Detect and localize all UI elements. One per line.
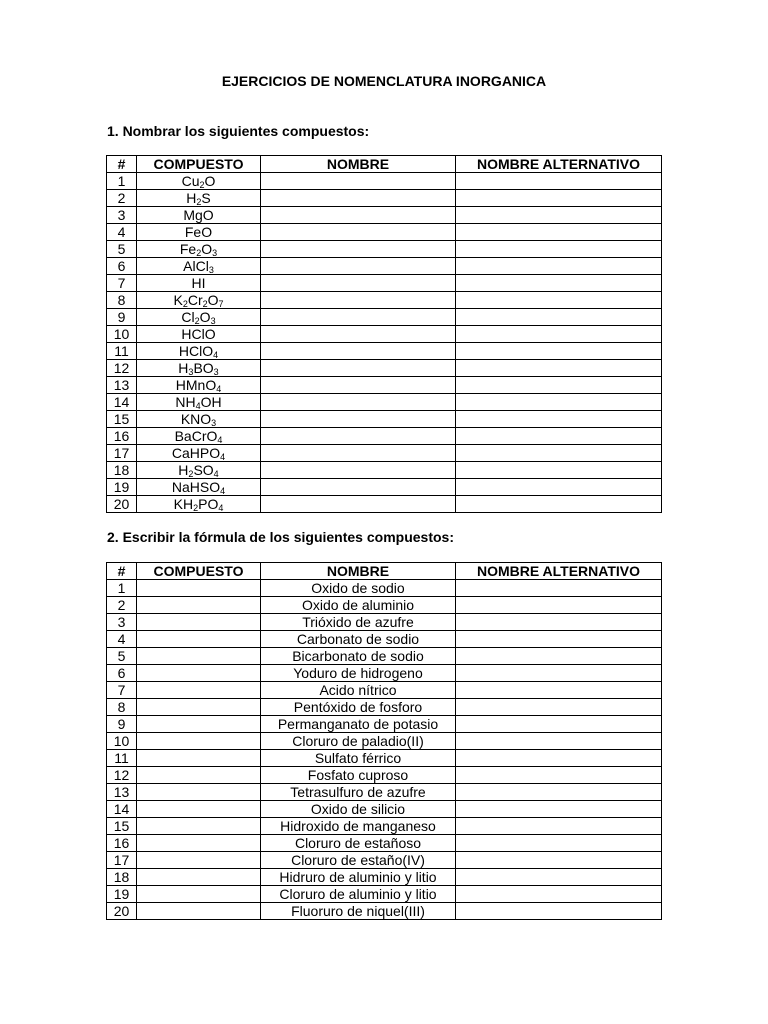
formula-subscript: 2 <box>182 298 188 309</box>
compound-name: Carbonato de sodio <box>261 631 456 648</box>
nombre-alternativo-answer-cell[interactable] <box>456 309 662 326</box>
row-number: 2 <box>107 597 137 614</box>
compound-formula <box>137 275 261 292</box>
nombre-answer-cell[interactable] <box>261 343 456 360</box>
nombre-answer-cell[interactable] <box>261 479 456 496</box>
compound-formula <box>137 224 261 241</box>
formula-subscript: 4 <box>217 434 223 445</box>
row-number: 7 <box>107 682 137 699</box>
table-row <box>107 784 662 801</box>
compound-name: Cloruro de estaño(IV) <box>261 852 456 869</box>
nombre-alternativo-answer-cell[interactable] <box>456 496 662 513</box>
compound-name: Oxido de silicio <box>261 801 456 818</box>
compound-name: Sulfato férrico <box>261 750 456 767</box>
nombre-alternativo-answer-cell[interactable] <box>456 903 662 920</box>
formula-subscript: 3 <box>211 417 217 428</box>
compuesto-answer-cell[interactable] <box>137 614 261 631</box>
table-row <box>107 445 662 462</box>
nombre-answer-cell[interactable] <box>261 190 456 207</box>
compound-formula <box>137 326 261 343</box>
row-number: 18 <box>107 462 137 479</box>
compound-name: Oxido de aluminio <box>261 597 456 614</box>
table-row <box>107 801 662 818</box>
nombre-alternativo-answer-cell[interactable] <box>456 445 662 462</box>
row-number: 5 <box>107 648 137 665</box>
compound-formula <box>137 190 261 207</box>
compound-name: Cloruro de paladio(II) <box>261 733 456 750</box>
table-row <box>107 241 662 258</box>
formula-subscript: 3 <box>213 366 219 377</box>
nombre-alternativo-answer-cell[interactable] <box>456 258 662 275</box>
nombre-alternativo-answer-cell[interactable] <box>456 614 662 631</box>
nombre-alternativo-answer-cell[interactable] <box>456 394 662 411</box>
formula-text: KNO <box>180 410 212 427</box>
formulas-to-write-table <box>106 562 662 920</box>
formula-subscript: 4 <box>216 383 222 394</box>
table-row <box>107 699 662 716</box>
compuesto-answer-cell[interactable] <box>137 682 261 699</box>
formula-subscript: 2 <box>196 196 202 207</box>
row-number: 3 <box>107 207 137 224</box>
header-number: # <box>107 563 137 580</box>
formula-text: KH <box>173 495 194 512</box>
table-header-row <box>107 563 662 580</box>
nombre-alternativo-answer-cell[interactable] <box>456 682 662 699</box>
nombre-alternativo-answer-cell[interactable] <box>456 224 662 241</box>
row-number: 4 <box>107 631 137 648</box>
row-number: 16 <box>107 428 137 445</box>
compuesto-answer-cell[interactable] <box>137 716 261 733</box>
nombre-answer-cell[interactable] <box>261 224 456 241</box>
nombre-alternativo-answer-cell[interactable] <box>456 207 662 224</box>
formula-text: HClO <box>178 342 214 359</box>
compound-formula <box>137 360 261 377</box>
compound-formula <box>137 173 261 190</box>
nombre-answer-cell[interactable] <box>261 394 456 411</box>
compound-name: Cloruro de aluminio y litio <box>261 886 456 903</box>
row-number: 13 <box>107 784 137 801</box>
nombre-alternativo-answer-cell[interactable] <box>456 190 662 207</box>
compound-formula <box>137 241 261 258</box>
compound-formula <box>137 394 261 411</box>
compound-name: Trióxido de azufre <box>261 614 456 631</box>
formula-text: H <box>186 189 197 206</box>
table-row <box>107 614 662 631</box>
row-number: 15 <box>107 818 137 835</box>
header-nombre: NOMBRE <box>261 563 456 580</box>
row-number: 12 <box>107 767 137 784</box>
formula-text: K <box>173 291 183 308</box>
formula-text: H <box>178 359 189 376</box>
formula-subscript: 3 <box>212 247 218 258</box>
row-number: 9 <box>107 716 137 733</box>
row-number: 17 <box>107 852 137 869</box>
formula-text: O <box>201 240 213 257</box>
compuesto-answer-cell[interactable] <box>137 665 261 682</box>
section1-heading: 1. Nombrar los siguientes compuestos: <box>107 123 370 139</box>
row-number: 6 <box>107 665 137 682</box>
formula-text: BO <box>193 359 214 376</box>
nombre-alternativo-answer-cell[interactable] <box>456 173 662 190</box>
table-row <box>107 665 662 682</box>
nombre-answer-cell[interactable] <box>261 241 456 258</box>
row-number: 17 <box>107 445 137 462</box>
row-number: 14 <box>107 394 137 411</box>
nombre-answer-cell[interactable] <box>261 462 456 479</box>
nombre-alternativo-answer-cell[interactable] <box>456 784 662 801</box>
nombre-alternativo-answer-cell[interactable] <box>456 411 662 428</box>
nombre-alternativo-answer-cell[interactable] <box>456 767 662 784</box>
row-number: 2 <box>107 190 137 207</box>
compound-formula <box>137 496 261 513</box>
nombre-alternativo-answer-cell[interactable] <box>456 835 662 852</box>
compound-name: Acido nítrico <box>261 682 456 699</box>
table-row <box>107 733 662 750</box>
row-number: 15 <box>107 411 137 428</box>
compuesto-answer-cell[interactable] <box>137 733 261 750</box>
formula-text: HI <box>191 274 206 291</box>
nombre-alternativo-answer-cell[interactable] <box>456 665 662 682</box>
row-number: 10 <box>107 326 137 343</box>
table-row <box>107 394 662 411</box>
row-number: 10 <box>107 733 137 750</box>
row-number: 4 <box>107 224 137 241</box>
table-row <box>107 292 662 309</box>
compuesto-answer-cell[interactable] <box>137 699 261 716</box>
table-row <box>107 869 662 886</box>
nombre-alternativo-answer-cell[interactable] <box>456 275 662 292</box>
section2-heading: 2. Escribir la fórmula de los siguientes compuestos: <box>107 529 454 545</box>
formula-subscript: 4 <box>218 502 224 513</box>
compound-formula <box>137 309 261 326</box>
header-nombre-alternativo: NOMBRE ALTERNATIVO <box>456 156 662 173</box>
table-row <box>107 343 662 360</box>
formula-subscript: 2 <box>194 315 200 326</box>
formula-subscript: 2 <box>202 298 208 309</box>
nombre-answer-cell[interactable] <box>261 309 456 326</box>
formula-subscript: 4 <box>213 468 219 479</box>
table-row <box>107 886 662 903</box>
table-row <box>107 496 662 513</box>
nombre-answer-cell[interactable] <box>261 411 456 428</box>
formula-subscript: 2 <box>196 247 202 258</box>
table-row <box>107 852 662 869</box>
row-number: 8 <box>107 292 137 309</box>
compuesto-answer-cell[interactable] <box>137 597 261 614</box>
formula-text: Fe <box>179 240 197 257</box>
nombre-answer-cell[interactable] <box>261 292 456 309</box>
table-row <box>107 275 662 292</box>
nombre-alternativo-answer-cell[interactable] <box>456 292 662 309</box>
formula-text: Cl <box>181 308 195 325</box>
nombre-alternativo-answer-cell[interactable] <box>456 326 662 343</box>
compound-formula <box>137 343 261 360</box>
compound-formula <box>137 292 261 309</box>
nombre-alternativo-answer-cell[interactable] <box>456 699 662 716</box>
nombre-answer-cell[interactable] <box>261 377 456 394</box>
table-header-row <box>107 156 662 173</box>
formula-text: PO <box>198 495 219 512</box>
nombre-alternativo-answer-cell[interactable] <box>456 631 662 648</box>
header-compuesto: COMPUESTO <box>137 563 261 580</box>
row-number: 1 <box>107 580 137 597</box>
table-row <box>107 716 662 733</box>
formula-subscript: 2 <box>193 502 199 513</box>
table-row <box>107 309 662 326</box>
row-number: 16 <box>107 835 137 852</box>
row-number: 7 <box>107 275 137 292</box>
table-row <box>107 835 662 852</box>
table-row <box>107 903 662 920</box>
compounds-to-name-table <box>106 155 662 513</box>
compound-formula <box>137 479 261 496</box>
formula-text: H <box>178 461 189 478</box>
table-row <box>107 224 662 241</box>
table-row <box>107 631 662 648</box>
row-number: 13 <box>107 377 137 394</box>
table-row <box>107 597 662 614</box>
nombre-answer-cell[interactable] <box>261 173 456 190</box>
nombre-alternativo-answer-cell[interactable] <box>456 750 662 767</box>
table-row <box>107 462 662 479</box>
row-number: 3 <box>107 614 137 631</box>
nombre-alternativo-answer-cell[interactable] <box>456 716 662 733</box>
row-number: 9 <box>107 309 137 326</box>
compuesto-answer-cell[interactable] <box>137 801 261 818</box>
table-row <box>107 767 662 784</box>
nombre-answer-cell[interactable] <box>261 275 456 292</box>
formula-text: MgO <box>183 206 214 223</box>
formula-text: Cr <box>187 291 203 308</box>
table-row <box>107 258 662 275</box>
row-number: 8 <box>107 699 137 716</box>
row-number: 20 <box>107 903 137 920</box>
compuesto-answer-cell[interactable] <box>137 869 261 886</box>
compuesto-answer-cell[interactable] <box>137 818 261 835</box>
nombre-alternativo-answer-cell[interactable] <box>456 360 662 377</box>
row-number: 11 <box>107 343 137 360</box>
formula-text: S <box>201 189 211 206</box>
table-row <box>107 479 662 496</box>
nombre-alternativo-answer-cell[interactable] <box>456 428 662 445</box>
nombre-alternativo-answer-cell[interactable] <box>456 343 662 360</box>
table-row <box>107 648 662 665</box>
compound-name: Yoduro de hidrogeno <box>261 665 456 682</box>
compound-formula <box>137 258 261 275</box>
row-number: 5 <box>107 241 137 258</box>
table-row <box>107 750 662 767</box>
formula-text: O <box>207 291 219 308</box>
formula-text: OH <box>200 393 222 410</box>
row-number: 20 <box>107 496 137 513</box>
row-number: 14 <box>107 801 137 818</box>
formula-text: BaCrO <box>174 427 218 444</box>
formula-text: O <box>199 308 211 325</box>
formula-subscript: 3 <box>208 264 214 275</box>
nombre-alternativo-answer-cell[interactable] <box>456 462 662 479</box>
formula-text: CaHPO <box>171 444 221 461</box>
table-row <box>107 428 662 445</box>
header-number: # <box>107 156 137 173</box>
compuesto-answer-cell[interactable] <box>137 767 261 784</box>
formula-subscript: 2 <box>188 468 194 479</box>
table-row <box>107 682 662 699</box>
formula-subscript: 4 <box>195 400 201 411</box>
nombre-answer-cell[interactable] <box>261 326 456 343</box>
nombre-alternativo-answer-cell[interactable] <box>456 241 662 258</box>
compound-formula <box>137 462 261 479</box>
compound-name: Pentóxido de fosforo <box>261 699 456 716</box>
row-number: 11 <box>107 750 137 767</box>
table-row <box>107 580 662 597</box>
nombre-alternativo-answer-cell[interactable] <box>456 733 662 750</box>
table-row <box>107 190 662 207</box>
header-nombre: NOMBRE <box>261 156 456 173</box>
formula-text: HMnO <box>175 376 217 393</box>
compound-formula <box>137 428 261 445</box>
row-number: 12 <box>107 360 137 377</box>
compound-name: Fluoruro de niquel(III) <box>261 903 456 920</box>
nombre-alternativo-answer-cell[interactable] <box>456 479 662 496</box>
nombre-alternativo-answer-cell[interactable] <box>456 886 662 903</box>
nombre-answer-cell[interactable] <box>261 258 456 275</box>
formula-text: NH <box>175 393 196 410</box>
compuesto-answer-cell[interactable] <box>137 903 261 920</box>
table-row <box>107 326 662 343</box>
compound-name: Hidruro de aluminio y litio <box>261 869 456 886</box>
nombre-alternativo-answer-cell[interactable] <box>456 801 662 818</box>
formula-subscript: 2 <box>199 179 205 190</box>
table-row <box>107 818 662 835</box>
formula-subscript: 4 <box>220 451 226 462</box>
row-number: 19 <box>107 479 137 496</box>
formula-subscript: 3 <box>188 366 194 377</box>
nombre-alternativo-answer-cell[interactable] <box>456 597 662 614</box>
nombre-answer-cell[interactable] <box>261 445 456 462</box>
compound-name: Tetrasulfuro de azufre <box>261 784 456 801</box>
compuesto-answer-cell[interactable] <box>137 835 261 852</box>
nombre-alternativo-answer-cell[interactable] <box>456 852 662 869</box>
compound-formula <box>137 207 261 224</box>
compuesto-answer-cell[interactable] <box>137 784 261 801</box>
table-row <box>107 411 662 428</box>
nombre-answer-cell[interactable] <box>261 428 456 445</box>
formula-text: HClO <box>181 325 216 342</box>
row-number: 18 <box>107 869 137 886</box>
compound-name: Fosfato cuproso <box>261 767 456 784</box>
nombre-answer-cell[interactable] <box>261 207 456 224</box>
row-number: 19 <box>107 886 137 903</box>
compound-name: Cloruro de estañoso <box>261 835 456 852</box>
compound-name: Oxido de sodio <box>261 580 456 597</box>
compound-name: Permanganato de potasio <box>261 716 456 733</box>
nombre-alternativo-answer-cell[interactable] <box>456 818 662 835</box>
table-row <box>107 360 662 377</box>
compound-name: Bicarbonato de sodio <box>261 648 456 665</box>
compound-formula <box>137 377 261 394</box>
header-nombre-alternativo: NOMBRE ALTERNATIVO <box>456 563 662 580</box>
nombre-alternativo-answer-cell[interactable] <box>456 869 662 886</box>
formula-text: O <box>204 172 216 189</box>
formula-subscript: 3 <box>210 315 216 326</box>
nombre-alternativo-answer-cell[interactable] <box>456 580 662 597</box>
compuesto-answer-cell[interactable] <box>137 631 261 648</box>
nombre-alternativo-answer-cell[interactable] <box>456 648 662 665</box>
nombre-answer-cell[interactable] <box>261 360 456 377</box>
row-number: 6 <box>107 258 137 275</box>
table-row <box>107 207 662 224</box>
compound-formula <box>137 445 261 462</box>
table-row <box>107 173 662 190</box>
compuesto-answer-cell[interactable] <box>137 886 261 903</box>
compound-name: Hidroxido de manganeso <box>261 818 456 835</box>
compuesto-answer-cell[interactable] <box>137 580 261 597</box>
formula-text: Cu <box>181 172 200 189</box>
formula-text: FeO <box>184 223 213 240</box>
row-number: 1 <box>107 173 137 190</box>
formula-subscript: 4 <box>220 485 226 496</box>
compound-formula <box>137 411 261 428</box>
compuesto-answer-cell[interactable] <box>137 852 261 869</box>
compuesto-answer-cell[interactable] <box>137 648 261 665</box>
formula-subscript: 7 <box>218 298 224 309</box>
table-row <box>107 377 662 394</box>
page-title: EJERCICIOS DE NOMENCLATURA INORGANICA <box>221 73 547 89</box>
formula-text: NaHSO <box>171 478 221 495</box>
nombre-answer-cell[interactable] <box>261 496 456 513</box>
formula-text: SO <box>193 461 214 478</box>
header-compuesto: COMPUESTO <box>137 156 261 173</box>
formula-text: AlCl <box>183 257 209 274</box>
formula-subscript: 4 <box>213 349 219 360</box>
compuesto-answer-cell[interactable] <box>137 750 261 767</box>
nombre-alternativo-answer-cell[interactable] <box>456 377 662 394</box>
